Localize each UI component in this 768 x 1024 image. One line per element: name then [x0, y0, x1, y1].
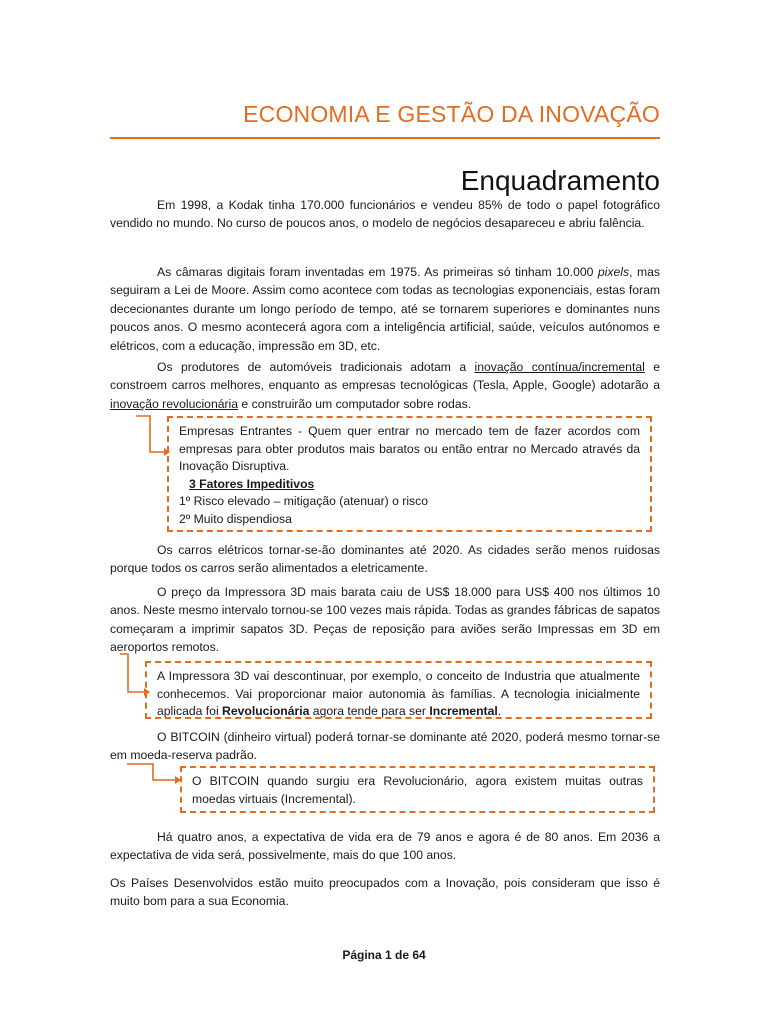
paragraph-text: e constroem carros melhores, enquanto as empresas tecnológicas (Tesla, Apple, Google) adotarão a	[110, 360, 661, 393]
underlined-incremental-innovation: inovação contínua/incremental	[474, 360, 645, 374]
connector-arrow-icon	[125, 762, 185, 788]
callout-content	[157, 668, 640, 721]
paragraph-life-expectancy: Há quatro anos, a expectativa de vida era de 79 anos e agora é de 80 anos. Em 2036 a expectativa de vida será, possivelmente, mais do que 100 anos.	[110, 830, 660, 863]
emphasis-pixels: pixels	[597, 265, 630, 279]
page-number-footer: Página 1 de 64	[342, 948, 426, 962]
paragraph-text: As câmaras digitais foram inventadas em 1975. As primeiras só tinham 10.000	[157, 265, 598, 279]
callout-content: O BITCOIN quando surgiu era Revolucionário, agora existem muitas outras moedas virtuais (Incremental).	[192, 774, 643, 806]
callout-list-item: 2º Muito dispendiosa	[179, 511, 292, 526]
callout-text: agora tende para ser	[309, 704, 430, 719]
paragraph-kodak: Em 1998, a Kodak tinha 170.000 funcionários e vendeu 85% de todo o papel fotográfico vendido no mundo. No curso de poucos anos, o modelo de negócios desapareceu e abriu falência.	[110, 198, 660, 231]
callout-text: A Impressora 3D vai descontinuar, por exemplo, o conceito de Industria que atualmente conhecemos. Vai proporcionar maior autonomia às famílias. A tecnologia inicialmente aplicada foi	[157, 669, 640, 719]
section-heading: Enquadramento	[460, 165, 660, 196]
callout-subheading-factors: 3 Fatores Impeditivos	[189, 476, 315, 491]
paragraph-3d-printer: O preço da Impressora 3D mais barata caiu de US$ 18.000 para US$ 400 nos últimos 10 anos. Neste mesmo intervalo tornou-se 100 vezes mais rápida. Todas as grandes fábricas de sapatos começaram a imprimir sapatos 3D. Peças de reposição para aviões serão Impressas em 3D em aeroportos remotos.	[110, 585, 660, 655]
paragraph-developed-countries: Os Países Desenvolvidos estão muito preocupados com a Inovação, pois consideram que isso é muito bom para a sua Economia.	[110, 876, 660, 909]
callout-list-item: 1º Risco elevado – mitigação (atenuar) o risco	[179, 494, 428, 509]
callout-box-new-entrants	[167, 416, 652, 532]
underlined-revolutionary-innovation: inovação revolucionária	[110, 396, 239, 411]
callout-bold-revolutionary: Revolucionária	[222, 704, 310, 719]
document-title: ECONOMIA E GESTÃO DA INOVAÇÃO	[243, 101, 660, 127]
paragraph-automakers	[110, 358, 660, 413]
callout-heading-new-entrants: Empresas Entrantes	[179, 424, 293, 438]
paragraph-text: e construirão um computador sobre rodas.	[238, 396, 472, 411]
callout-bold-incremental: Incremental	[429, 704, 498, 719]
paragraph-text: , mas seguiram a Lei de Moore. Assim como acontece com todas as tecnologias exponenciais, estas foram dececionantes durante um longo período de tempo, até se tornarem superiores e dominantes nuns poucos anos. O mesmo acontecerá agora com a inteligência artificial, saúde, veículos autónomos e elétricos, com a educação, impressão em 3D, etc.	[110, 265, 660, 353]
callout-box-3d-printer	[145, 661, 652, 719]
callout-text: - Quem quer entrar no mercado tem de fazer acordos com empresas para obter produtos mais baratos ou então entrar no Mercado através da Inovação Disruptiva.	[179, 424, 640, 474]
paragraph-bitcoin: O BITCOIN (dinheiro virtual) poderá tornar-se dominante até 2020, poderá mesmo tornar-se em moeda-reserva padrão.	[110, 730, 660, 763]
callout-content	[179, 423, 640, 529]
paragraph-digital-cameras	[110, 263, 660, 355]
title-rule-divider	[110, 137, 660, 139]
paragraph-electric-cars: Os carros elétricos tornar-se-ão dominantes até 2020. As cidades serão menos ruidosas porque todos os carros serão alimentados a eletricamente.	[110, 543, 660, 576]
callout-box-bitcoin	[180, 766, 655, 813]
callout-text: .	[497, 704, 502, 719]
paragraph-text: Os produtores de automóveis tradicionais adotam a	[157, 360, 475, 374]
